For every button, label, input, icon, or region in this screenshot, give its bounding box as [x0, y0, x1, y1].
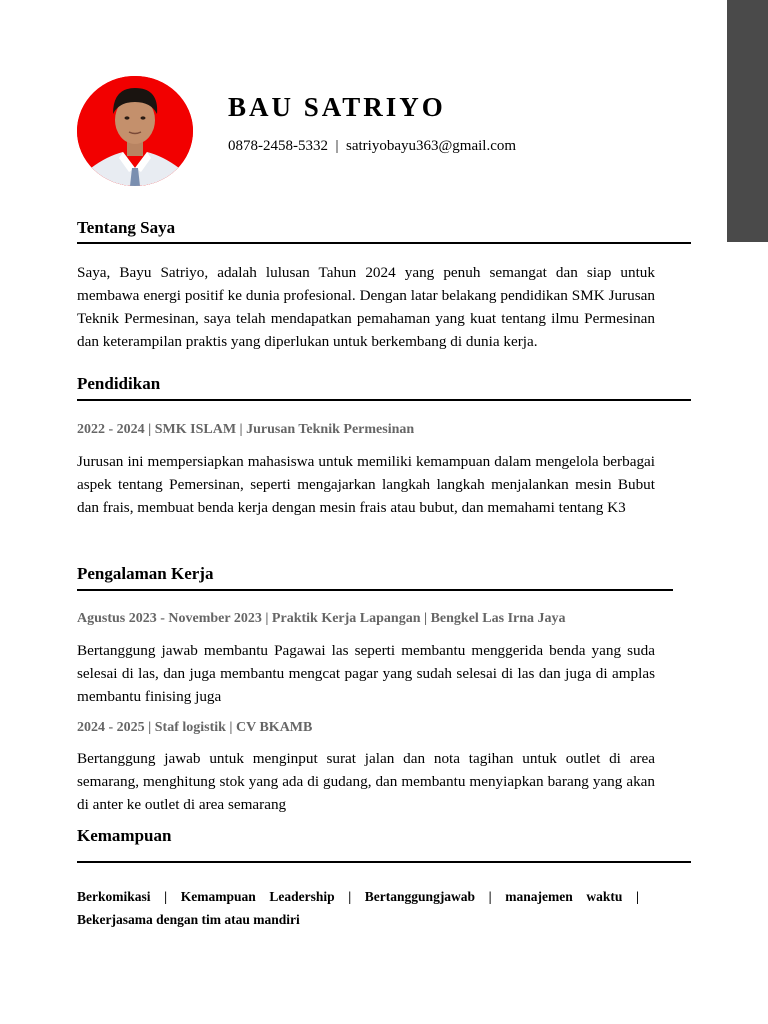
experience-entry-meta: 2024 - 2025 | Staf logistik | CV BKAMB — [77, 720, 313, 735]
skills-heading: Kemampuan — [77, 826, 172, 845]
education-heading: Pendidikan — [77, 374, 161, 393]
about-heading: Tentang Saya — [77, 218, 176, 237]
experience-heading: Pengalaman Kerja — [77, 564, 214, 583]
about-divider — [77, 242, 691, 244]
education-divider — [77, 399, 691, 401]
side-accent-bar — [727, 0, 768, 242]
experience-entry-meta: Agustus 2023 - November 2023 | Praktik Kerja Lapangan | Bengkel Las Irna Jaya — [77, 611, 566, 626]
experience-divider — [77, 589, 673, 591]
education-entry-description: Jurusan ini mempersiapkan mahasiswa untuk memiliki kemampuan dalam mengelola berbagai aspek tentang Pemersinan, seperti mengajarkan langkah langkah menjalankan mesin Bubut dan frais, membuat benda kerja dengan mesin frais atau bubut, dan memahami tentang K3 — [77, 453, 655, 516]
experience-entry-description: Bertanggung jawab membantu Pagawai las seperti membantu menggerida benda yang suda selesai di las, dan juga membantu mengcat pagar yang sudah selesai di las dan juga di amplas membantu finising juga — [77, 642, 655, 705]
profile-photo — [77, 76, 193, 186]
experience-entry-description: Bertanggung jawab untuk menginput surat jalan dan nota tagihan untuk outlet di area semarang, menghitung stok yang ada di gudang, dan membantu menyiapkan barang yang akan di anter ke outlet di area semarang — [77, 750, 655, 813]
candidate-name: BAU SATRIYO — [228, 92, 446, 122]
skills-list-line-2: Bekerjasama dengan tim atau mandiri — [77, 912, 300, 927]
skills-list-line-1: Berkomikasi | Kemampuan Leadership | Bertanggungjawab | manajemen waktu | — [77, 889, 639, 904]
skills-divider — [77, 861, 691, 863]
contact-info: 0878-2458-5332 | satriyobayu363@gmail.com — [228, 138, 517, 154]
about-text: Saya, Bayu Satriyo, adalah lulusan Tahun 2024 yang penuh semangat dan siap untuk membawa energi positif ke dunia profesional. Dengan latar belakang pendidikan SMK Jurusan Teknik Permesinan, saya telah mendapatkan pemahaman yang kuat tentang ilmu Permesinan dan keterampilan praktis yang diperlukan untuk berkembang di dunia kerja. — [77, 264, 655, 350]
education-entry-meta: 2022 - 2024 | SMK ISLAM | Jurusan Teknik Permesinan — [77, 422, 415, 437]
